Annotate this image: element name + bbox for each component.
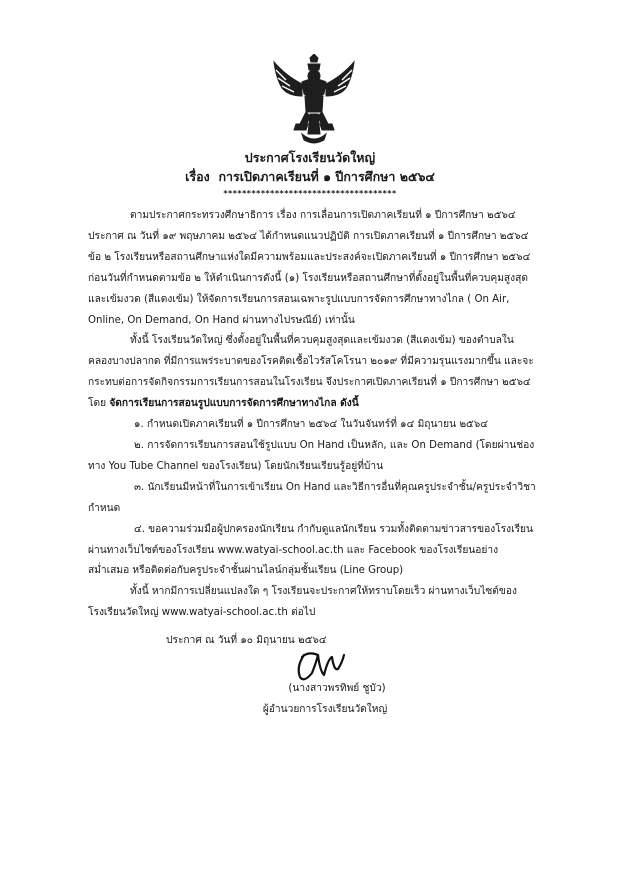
signatory-name: (นางสาวพรทิพย์ ชูบัว)	[288, 683, 386, 694]
announcement-date: ประกาศ ณ วันที่ ๑๐ มิถุนายน ๒๕๖๔	[166, 635, 327, 647]
announcement-body	[88, 206, 536, 652]
announcement-subject-line	[0, 169, 620, 185]
title-divider: *************************************	[223, 189, 397, 198]
paragraph-decision	[88, 331, 536, 415]
list-item-4: ๔. ขอความร่วมมือผู้ปกครองนักเรียน กำกับดูแลนักเรียน รวมทั้งติดตามข่าวสารของโรงเรียนผ่านทางเว็บไซต์ของโรงเรียน www.watyai-school.ac.th และ Facebook ของโรงเรียนอย่างสม่ำเสมอ หรือติดต่อกับครูประจำชั้นผ่านไลน์กลุ่มชั้นเรียน (Line Group)	[88, 523, 533, 577]
garuda-emblem-icon	[272, 54, 356, 146]
announcement-org-title: ประกาศโรงเรียนวัดใหญ่	[244, 150, 376, 165]
subject-label: เรื่อง	[185, 169, 210, 184]
paragraph-background: ตามประกาศกระทรวงศึกษาธิการ เรื่อง การเลื่อนการเปิดภาคเรียนที่ ๑ ปีการศึกษา ๒๕๖๔ ประกาศ ณ วันที่ ๑๙ พฤษภาคม ๒๕๖๔ ได้กำหนดแนวปฏิบัติ การเปิดภาคเรียนที่ ๑ ปีการศึกษา ๒๕๖๔ ข้อ ๒ โรงเรียนหรือสถานศึกษาแห่งใดมีความพร้อมและประสงค์จะเปิดภาคเรียนที่ ๑ ปีการศึกษา ๒๕๖๔ ก่อนวันที่กำหนดตามข้อ ๒ ให้ดำเนินการดังนี้ (๑) โรงเรียนหรือสถานศึกษาที่ตั้งอยู่ในพื้นที่ควบคุมสูงสุดและเข้มงวด (สีแดงเข้ม) ให้จัดการเรียนการสอนเฉพาะรูปแบบการจัดการศึกษาทางไกล ( On Air, Online, On Demand, On Hand ผ่านทางไปรษณีย์) เท่านั้น	[88, 210, 531, 326]
paragraph-decision-emphasis: จัดการเรียนการสอนรูปแบบการจัดการศึกษาทางไกล ดังนี้	[109, 398, 359, 410]
paragraph-decision-text: ทั้งนี้ โรงเรียนวัดใหญ่ ซึ่งตั้งอยู่ในพื้นที่ควบคุมสูงสุดและเข้มงวด (สีแดงเข้ม) ของตำบลในคลองบางปลากด ที่มีการแพร่ระบาดของโรคติดเชื้อไวรัสโคโรนา ๒๐๑๙ ที่มีความรุนแรงมากขึ้น และจะกระทบต่อการจัดกิจกรรมการเรียนการสอนในโรงเรียน จึงประกาศเปิดภาคเรียนที่ ๑ ปีการศึกษา ๒๕๖๔ โดย	[88, 335, 534, 410]
list-item-3: ๓. นักเรียนมีหน้าที่ในการเข้าเรียน On Hand และวิธีการอื่นที่คุณครูประจำชั้น/ครูประจำวิชากำหนด	[88, 481, 536, 514]
signatory-position: ผู้อำนวยการโรงเรียนวัดใหญ่	[262, 704, 388, 715]
paragraph-notice: ทั้งนี้ หากมีการเปลี่ยนแปลงใด ๆ โรงเรียนจะประกาศให้ทราบโดยเร็ว ผ่านทางเว็บไซต์ของโรงเรียนวัดใหญ่ www.watyai-school.ac.th ต่อไป	[88, 586, 517, 619]
subject-text: การเปิดภาคเรียนที่ ๑ ปีการศึกษา ๒๕๖๔	[218, 169, 435, 184]
list-item-1: ๑. กำหนดเปิดภาคเรียนที่ ๑ ปีการศึกษา ๒๕๖๔ ในวันจันทร์ที่ ๑๔ มิถุนายน ๒๕๖๔	[134, 419, 488, 431]
list-item-2: ๒. การจัดการเรียนการสอนใช้รูปแบบ On Hand เป็นหลัก, และ On Demand (โดยผ่านช่องทาง You Tube Channel ของโรงเรียน) โดยนักเรียนเรียนรู้อยู่ที่บ้าน	[88, 439, 535, 472]
